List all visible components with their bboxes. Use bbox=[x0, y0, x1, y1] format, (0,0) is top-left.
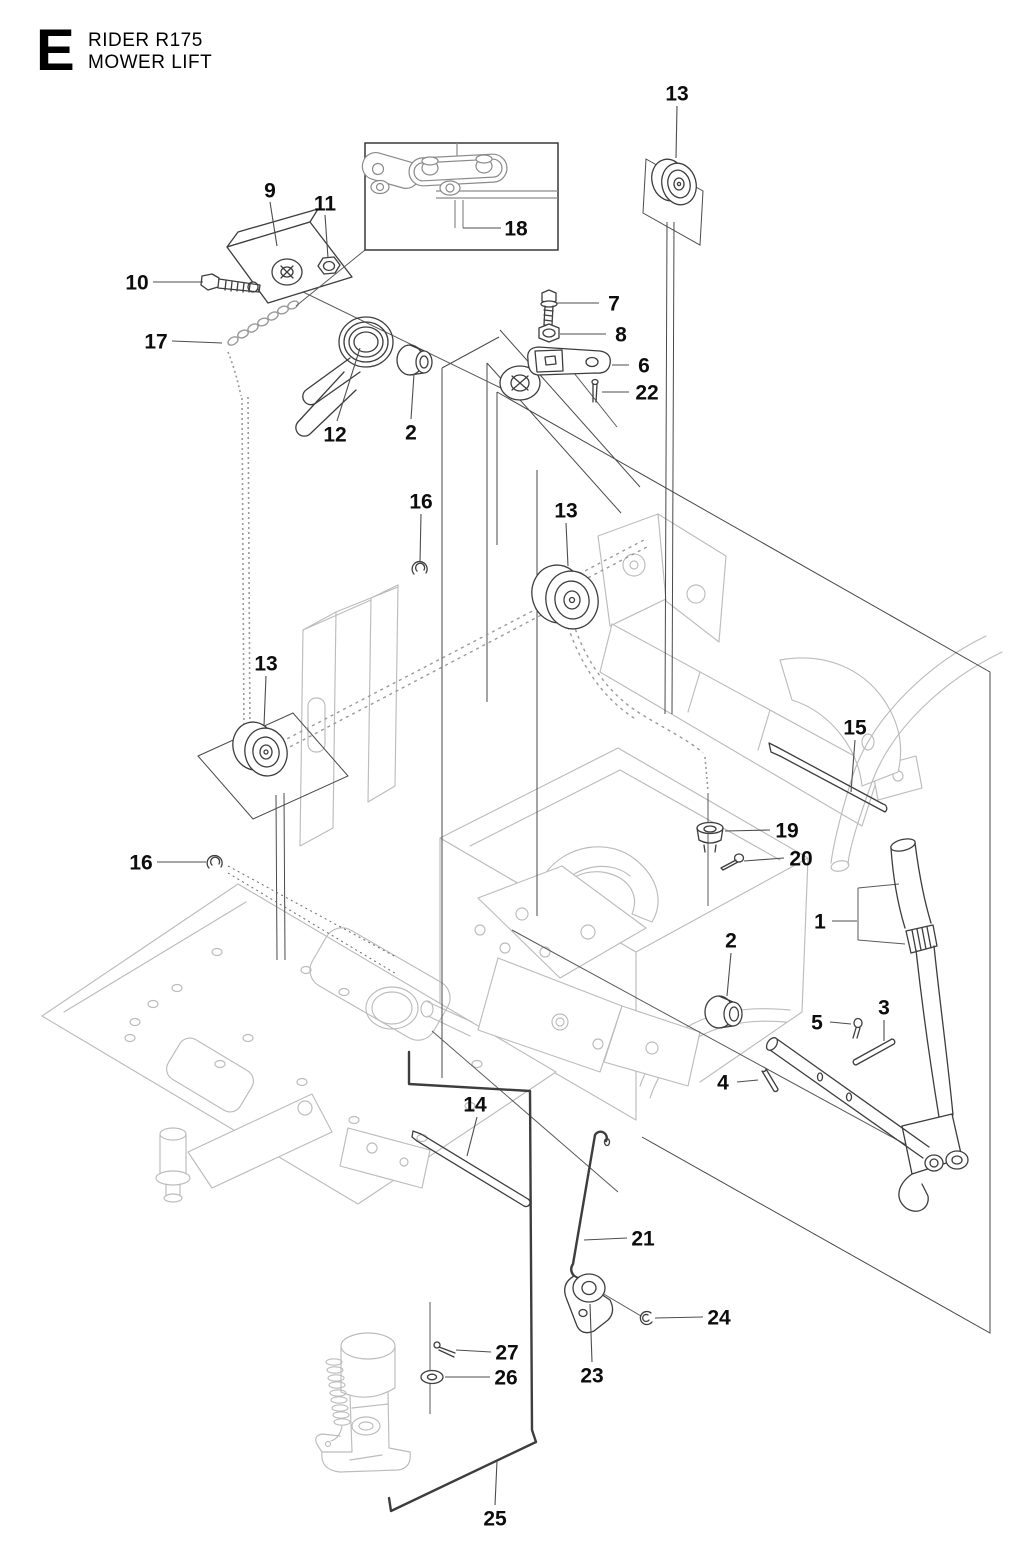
part-number-label: 19 bbox=[775, 819, 799, 843]
bushing-2-upper bbox=[397, 345, 432, 375]
chassis-frame-artwork bbox=[42, 514, 1002, 1472]
leader-line bbox=[727, 953, 731, 996]
callout-4 bbox=[717, 1072, 758, 1095]
callout-3 bbox=[878, 997, 890, 1042]
retaining-clip-16-middle bbox=[412, 562, 427, 574]
torsion-spring-12 bbox=[296, 317, 393, 436]
leader-line bbox=[737, 1080, 758, 1082]
nut-8 bbox=[539, 324, 559, 342]
bent-rod-21 bbox=[571, 1132, 609, 1284]
callout-1 bbox=[814, 911, 857, 934]
part-number-label: 1 bbox=[814, 910, 826, 934]
retaining-clip-16-left bbox=[207, 856, 222, 868]
part-number-label: 13 bbox=[254, 652, 278, 676]
diagram-subtitle: MOWER LIFT bbox=[88, 52, 213, 73]
callout-16 bbox=[409, 491, 432, 563]
part-number-label: 20 bbox=[789, 847, 813, 871]
screw-5 bbox=[853, 1019, 862, 1039]
part-number-label: 13 bbox=[665, 82, 689, 106]
section-letter: E bbox=[36, 18, 75, 83]
leader-line bbox=[172, 341, 222, 343]
callout-7 bbox=[557, 293, 620, 316]
callout-13 bbox=[665, 83, 688, 159]
part-number-label: 26 bbox=[494, 1366, 518, 1390]
latch-assembly bbox=[316, 1333, 411, 1472]
callout-26 bbox=[445, 1367, 518, 1390]
pin-4 bbox=[762, 1069, 778, 1092]
leader-line bbox=[411, 374, 414, 419]
callout-10 bbox=[125, 272, 203, 295]
callout-8 bbox=[560, 324, 627, 347]
leader-line bbox=[830, 1022, 851, 1024]
callout-2 bbox=[725, 930, 737, 997]
chain-bracket-9 bbox=[227, 209, 352, 303]
lift-handle-1 bbox=[890, 837, 968, 1212]
part-number-label: 10 bbox=[125, 271, 149, 295]
bolt-7 bbox=[541, 290, 557, 325]
washer-26 bbox=[421, 1371, 443, 1384]
callout-27 bbox=[456, 1342, 519, 1365]
pulley-13-top bbox=[647, 155, 701, 208]
bushing-2-right bbox=[705, 996, 742, 1028]
cotter-pin-27 bbox=[434, 1342, 455, 1357]
part-number-label: 3 bbox=[878, 996, 890, 1020]
pulley-13-middle bbox=[527, 560, 604, 634]
leader-line bbox=[676, 106, 677, 158]
part-number-label: 23 bbox=[580, 1364, 604, 1388]
pin-3 bbox=[853, 1039, 895, 1065]
part-number-label: 17 bbox=[144, 330, 168, 354]
part-number-label: 9 bbox=[264, 179, 276, 203]
callout-21 bbox=[584, 1228, 655, 1251]
part-number-label: 7 bbox=[608, 292, 620, 316]
callout-16 bbox=[129, 852, 206, 875]
callout-24 bbox=[655, 1307, 731, 1330]
callout-12 bbox=[323, 348, 360, 447]
pulley-13-left bbox=[228, 718, 291, 780]
part-number-label: 21 bbox=[631, 1227, 655, 1251]
leader-line bbox=[566, 523, 568, 566]
latch-bracket-23 bbox=[565, 1274, 613, 1333]
callout-5 bbox=[811, 1012, 851, 1035]
part-number-label: 5 bbox=[811, 1011, 823, 1035]
part-number-label: 16 bbox=[129, 851, 153, 875]
leader-line bbox=[495, 1461, 497, 1505]
callout-13 bbox=[554, 500, 577, 567]
part-number-label: 11 bbox=[313, 192, 337, 216]
part-number-label: 25 bbox=[483, 1507, 507, 1531]
part-number-label: 2 bbox=[405, 421, 417, 445]
leader-line bbox=[420, 514, 421, 562]
part-number-label: 16 bbox=[409, 490, 433, 514]
part-number-label: 27 bbox=[495, 1341, 519, 1365]
part-number-label: 2 bbox=[725, 929, 737, 953]
leader-line bbox=[655, 1317, 703, 1318]
callout-2 bbox=[405, 374, 417, 445]
callout-22 bbox=[602, 382, 659, 405]
leader-line bbox=[456, 1350, 491, 1352]
part-number-label: 18 bbox=[504, 217, 528, 241]
part-number-label: 22 bbox=[635, 381, 659, 405]
leader-line bbox=[264, 676, 266, 726]
part-number-label: 4 bbox=[717, 1071, 729, 1095]
part-number-label: 14 bbox=[463, 1093, 487, 1117]
leader-line bbox=[584, 1238, 627, 1240]
callout-17 bbox=[144, 331, 222, 354]
part-number-label: 13 bbox=[554, 499, 578, 523]
snap-ring-24 bbox=[640, 1312, 652, 1325]
part-number-label: 15 bbox=[843, 716, 867, 740]
model-name: RIDER R175 bbox=[88, 30, 203, 51]
part-number-label: 24 bbox=[707, 1306, 731, 1330]
part-number-label: 12 bbox=[323, 423, 347, 447]
callout-25 bbox=[483, 1461, 507, 1531]
nut-11 bbox=[318, 257, 340, 274]
part-number-label: 6 bbox=[638, 354, 650, 378]
part-number-label: 8 bbox=[615, 323, 627, 347]
callout-6 bbox=[612, 355, 650, 378]
callout-13 bbox=[254, 653, 277, 727]
